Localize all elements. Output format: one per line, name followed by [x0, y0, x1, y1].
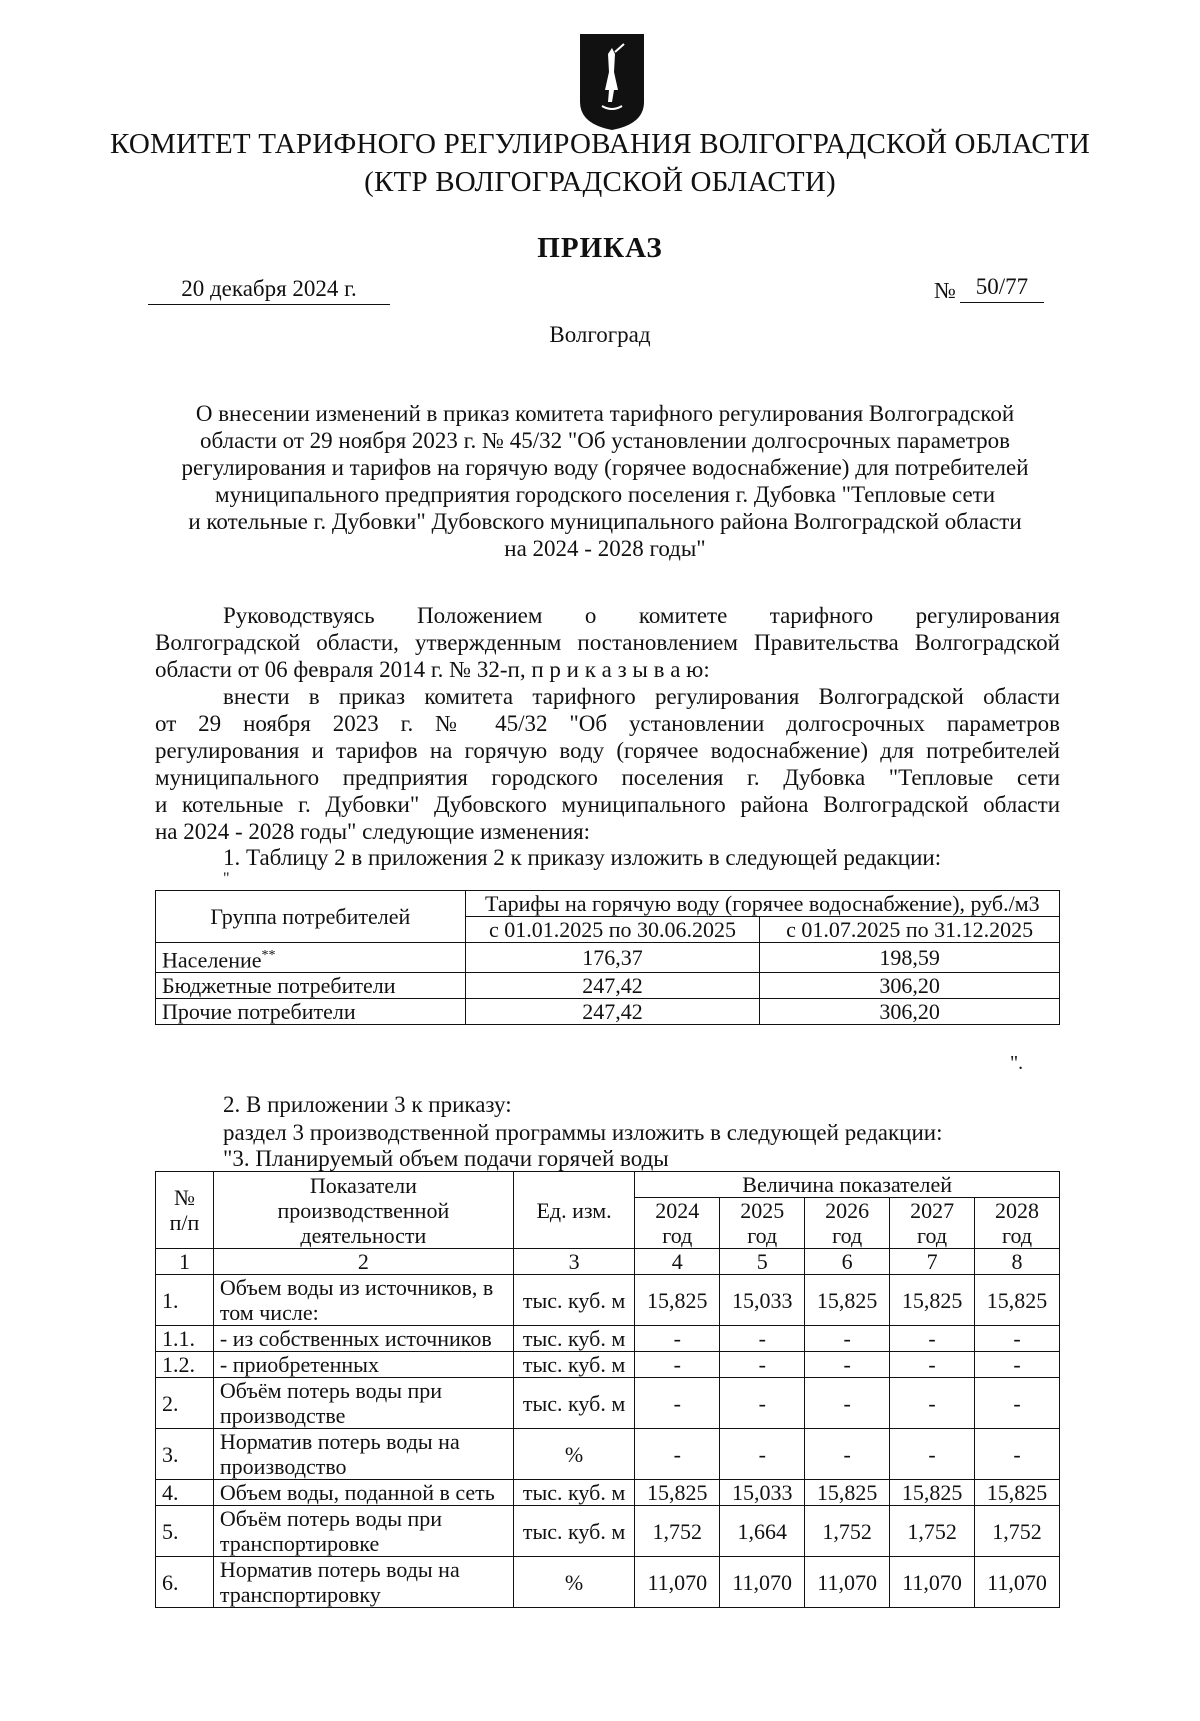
- table-row: [156, 1480, 1060, 1506]
- table-row: [156, 943, 1060, 973]
- row-value: 11,070: [635, 1557, 720, 1608]
- row-unit: тыс. куб. м: [513, 1506, 635, 1557]
- group-label: Население: [162, 947, 262, 973]
- row-unit: тыс. куб. м: [513, 1378, 635, 1429]
- col-number: 3: [513, 1249, 635, 1275]
- row-value: -: [635, 1429, 720, 1480]
- table-row: [156, 1326, 1060, 1352]
- row-value: 15,825: [805, 1480, 890, 1506]
- table-cell-value: 306,20: [760, 999, 1060, 1025]
- header-year: [890, 1198, 975, 1249]
- row-name-line: Объём потерь воды при: [219, 1506, 443, 1531]
- paragraph-line: муниципального предприятия городского поселения г. Дубовка "Тепловые сети: [155, 765, 1060, 790]
- row-value: 15,825: [975, 1275, 1060, 1326]
- header-values: Величина показателей: [635, 1172, 1060, 1198]
- year: 2024: [655, 1198, 700, 1223]
- row-name: [213, 1275, 513, 1326]
- volume-table: [155, 1171, 1060, 1608]
- row-value: -: [720, 1352, 805, 1378]
- table-header-period-2: с 01.07.2025 по 31.12.2025: [760, 917, 1060, 943]
- paragraph-line: от 29 ноября 2023 г. № 45/32 "Об установлении долгосрочных параметров: [155, 711, 1060, 736]
- row-value: -: [975, 1378, 1060, 1429]
- row-value: 1,752: [890, 1506, 975, 1557]
- row-value: 15,825: [890, 1480, 975, 1506]
- row-value: 1,664: [720, 1506, 805, 1557]
- item-2: 2. В приложении 3 к приказу:: [223, 1092, 512, 1117]
- row-value: 15,033: [720, 1275, 805, 1326]
- row-value: 11,070: [975, 1557, 1060, 1608]
- org-abbr: (КТР ВОЛГОГРАДСКОЙ ОБЛАСТИ): [364, 166, 836, 198]
- row-number: 1.2.: [156, 1352, 214, 1378]
- row-name: [213, 1429, 513, 1480]
- row-number: 4.: [156, 1480, 214, 1506]
- row-value: 11,070: [720, 1557, 805, 1608]
- coat-of-arms-emblem: [578, 32, 646, 132]
- order-subject: [150, 400, 1060, 562]
- paragraph-basis: [155, 602, 1060, 683]
- header-year: [635, 1198, 720, 1249]
- year-word: год: [832, 1223, 863, 1248]
- subject-line: муниципального предприятия городского поселения г. Дубовка "Тепловые сети: [214, 482, 996, 507]
- table-row: [156, 1378, 1060, 1429]
- subject-line: и котельные г. Дубовки" Дубовского муниципального района Волгоградской области: [188, 509, 1022, 534]
- paragraph-line: регулирования и тарифов на горячую воду (горячее водоснабжение) для потребителей: [155, 738, 1060, 763]
- col-number: 6: [805, 1249, 890, 1275]
- open-quote: ": [223, 870, 230, 887]
- header-text: производственной: [277, 1197, 450, 1223]
- footnote-mark: **: [261, 948, 276, 963]
- row-unit: тыс. куб. м: [513, 1275, 635, 1326]
- row-unit: тыс. куб. м: [513, 1326, 635, 1352]
- paragraph-line: на 2024 - 2028 годы" следующие изменения:: [155, 819, 591, 844]
- row-value: 1,752: [805, 1506, 890, 1557]
- row-value: 15,825: [805, 1275, 890, 1326]
- order-date: 20 декабря 2024 г.: [148, 276, 390, 305]
- row-number: 5.: [156, 1506, 214, 1557]
- subject-line: на 2024 - 2028 годы": [504, 536, 706, 561]
- table-row: [156, 1275, 1060, 1326]
- row-number: 3.: [156, 1429, 214, 1480]
- row-value: 11,070: [890, 1557, 975, 1608]
- table-row: [156, 999, 1060, 1025]
- row-value: -: [720, 1326, 805, 1352]
- paragraph-line: Волгоградской области, утвержденным постановлением Правительства Волгоградской: [155, 630, 1060, 655]
- subject-line: О внесении изменений в приказ комитета тарифного регулирования Волгоградской: [195, 401, 1015, 426]
- row-value: -: [720, 1378, 805, 1429]
- row-value: -: [805, 1352, 890, 1378]
- row-value: 15,825: [890, 1275, 975, 1326]
- table-cell-value: 198,59: [760, 943, 1060, 973]
- row-value: -: [805, 1429, 890, 1480]
- row-value: -: [975, 1429, 1060, 1480]
- subject-line: области от 29 ноября 2023 г. № 45/32 "Об установлении долгосрочных параметров: [200, 428, 1010, 453]
- order-number: 50/77: [960, 274, 1044, 303]
- table-cell-group: Прочие потребители: [156, 999, 466, 1025]
- row-value: 15,825: [635, 1275, 720, 1326]
- col-number: 5: [720, 1249, 805, 1275]
- table-cell-value: 247,42: [465, 999, 760, 1025]
- table-header-period-1: с 01.01.2025 по 30.06.2025: [465, 917, 760, 943]
- paragraph-line: области от 06 февраля 2014 г. № 32-п, п р и к а з ы в а ю:: [155, 657, 710, 682]
- header-year: [720, 1198, 805, 1249]
- row-name: - из собственных источников: [213, 1326, 513, 1352]
- table-cell-value: 247,42: [465, 973, 760, 999]
- row-value: 11,070: [805, 1557, 890, 1608]
- col-number: 2: [213, 1249, 513, 1275]
- row-unit: %: [513, 1557, 635, 1608]
- row-value: 1,752: [975, 1506, 1060, 1557]
- table-cell-value: 176,37: [465, 943, 760, 973]
- row-value: -: [890, 1378, 975, 1429]
- paragraph-line: Руководствуясь Положением о комитете тарифного регулирования: [223, 603, 1060, 628]
- tariff-table: [155, 890, 1060, 1025]
- close-quote: ".: [1010, 1052, 1024, 1074]
- row-number: 2.: [156, 1378, 214, 1429]
- city: Волгоград: [549, 322, 651, 347]
- row-number: 1.: [156, 1275, 214, 1326]
- row-name: [213, 1378, 513, 1429]
- row-value: -: [635, 1326, 720, 1352]
- row-name-line: Норматив потерь воды на: [219, 1557, 460, 1582]
- table-cell-group: [156, 943, 466, 973]
- row-unit: %: [513, 1429, 635, 1480]
- col-number: 8: [975, 1249, 1060, 1275]
- doc-type: ПРИКАЗ: [537, 232, 663, 264]
- table-cell-value: 306,20: [760, 973, 1060, 999]
- header-unit: Ед. изм.: [513, 1172, 635, 1249]
- year: 2027: [910, 1198, 955, 1223]
- row-unit: тыс. куб. м: [513, 1352, 635, 1378]
- paragraph-line: и котельные г. Дубовки" Дубовского муниципального района Волгоградской области: [155, 792, 1060, 817]
- col-number: 1: [156, 1249, 214, 1275]
- row-value: -: [720, 1429, 805, 1480]
- header-year: [975, 1198, 1060, 1249]
- item-2-text: раздел 3 производственной программы изложить в следующей редакции:: [223, 1120, 943, 1145]
- row-name-line: производство: [219, 1454, 347, 1479]
- table-header-group: Группа потребителей: [156, 891, 466, 943]
- year-word: год: [917, 1223, 948, 1248]
- header-text: Показатели: [309, 1172, 417, 1198]
- row-unit: тыс. куб. м: [513, 1480, 635, 1506]
- table-row: [156, 1506, 1060, 1557]
- row-value: 15,033: [720, 1480, 805, 1506]
- row-name-line: Объём потерь воды при: [219, 1378, 443, 1403]
- header-number: [156, 1172, 214, 1249]
- row-name: [213, 1506, 513, 1557]
- row-number: 1.1.: [156, 1326, 214, 1352]
- row-name: [213, 1557, 513, 1608]
- header-text: №: [173, 1185, 195, 1210]
- header-year: [805, 1198, 890, 1249]
- row-name: - приобретенных: [213, 1352, 513, 1378]
- year: 2026: [825, 1198, 870, 1223]
- header-text: п/п: [169, 1210, 200, 1235]
- row-name-line: транспортировке: [219, 1531, 380, 1556]
- table-row: [156, 973, 1060, 999]
- row-value: 1,752: [635, 1506, 720, 1557]
- org-name: КОМИТЕТ ТАРИФНОГО РЕГУЛИРОВАНИЯ ВОЛГОГРАДСКОЙ ОБЛАСТИ: [110, 128, 1090, 160]
- year-word: год: [1001, 1223, 1033, 1248]
- order-number-label: №: [934, 278, 956, 303]
- row-name-line: Норматив потерь воды на: [219, 1429, 460, 1454]
- header-indicator: [213, 1172, 513, 1249]
- table-row: [156, 1557, 1060, 1608]
- row-value: 15,825: [635, 1480, 720, 1506]
- subject-line: регулирования и тарифов на горячую воду (горячее водоснабжение) для потребителей: [181, 455, 1029, 480]
- table-header-tariff: Тарифы на горячую воду (горячее водоснабжение), руб./м3: [465, 891, 1059, 917]
- row-name-line: производстве: [219, 1403, 346, 1428]
- row-value: -: [890, 1429, 975, 1480]
- row-value: -: [635, 1352, 720, 1378]
- section-title: "3. Планируемый объем подачи горячей воды: [223, 1146, 669, 1171]
- row-value: -: [805, 1378, 890, 1429]
- row-number: 6.: [156, 1557, 214, 1608]
- year: 2025: [740, 1198, 785, 1223]
- row-value: -: [975, 1352, 1060, 1378]
- header-text: деятельности: [300, 1222, 427, 1248]
- item-1: 1. Таблицу 2 в приложения 2 к приказу изложить в следующей редакции:: [223, 845, 942, 870]
- table-cell-group: Бюджетные потребители: [156, 973, 466, 999]
- row-name-line: транспортировку: [219, 1582, 381, 1607]
- col-number: 7: [890, 1249, 975, 1275]
- table-row: [156, 1429, 1060, 1480]
- row-value: -: [975, 1326, 1060, 1352]
- col-number: 4: [635, 1249, 720, 1275]
- row-value: 15,825: [975, 1480, 1060, 1506]
- year-word: год: [747, 1223, 778, 1248]
- year: 2028: [995, 1198, 1040, 1223]
- row-value: -: [890, 1326, 975, 1352]
- row-value: -: [890, 1352, 975, 1378]
- row-name-line: Объем воды из источников, в: [219, 1275, 494, 1300]
- paragraph-changes: [155, 683, 1060, 845]
- row-value: -: [635, 1378, 720, 1429]
- paragraph-line: внести в приказ комитета тарифного регулирования Волгоградской области: [223, 684, 1060, 709]
- year-word: год: [662, 1223, 693, 1248]
- row-name-line: том числе:: [219, 1300, 319, 1325]
- table-row: [156, 1352, 1060, 1378]
- row-value: -: [805, 1326, 890, 1352]
- row-name: Объем воды, поданной в сеть: [213, 1480, 513, 1506]
